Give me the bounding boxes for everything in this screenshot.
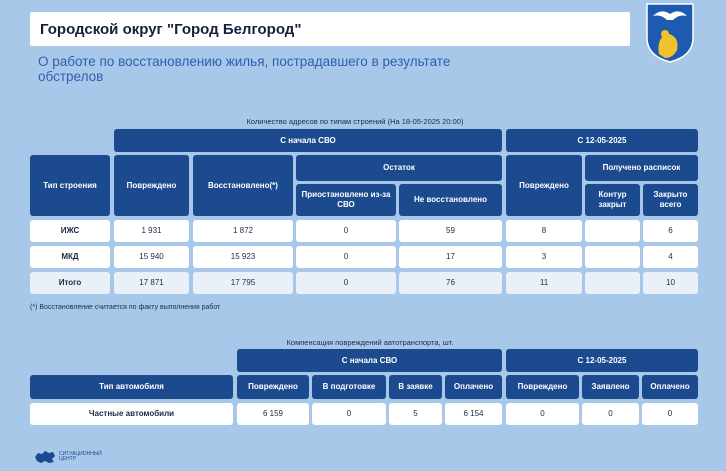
table-cell: 17 bbox=[399, 246, 502, 268]
subgroup-remaining: Остаток bbox=[296, 155, 502, 181]
vehicle-group-since-date: С 12-05-2025 bbox=[506, 349, 698, 372]
col-vehicle-paid-since-date: Оплачено bbox=[642, 375, 698, 399]
region-map-icon bbox=[34, 450, 56, 464]
table-cell: 1 872 bbox=[193, 220, 293, 242]
table-cell: 0 bbox=[296, 272, 396, 294]
table-cell: 11 bbox=[506, 272, 582, 294]
col-damaged: Повреждено bbox=[114, 155, 189, 216]
group-since-date: С 12-05-2025 bbox=[506, 129, 698, 152]
col-closed-total: Закрыто всего bbox=[643, 184, 698, 216]
situation-center-logo bbox=[34, 450, 102, 464]
table-cell bbox=[585, 272, 640, 294]
col-vehicle-type: Тип автомобиля bbox=[30, 375, 233, 399]
table-cell bbox=[585, 220, 640, 242]
table-cell: 1 931 bbox=[114, 220, 189, 242]
col-vehicle-paid: Оплачено bbox=[445, 375, 502, 399]
col-vehicle-preparing: В подготовке bbox=[312, 375, 386, 399]
page-subtitle: О работе по восстановлению жилья, пострадавшего в результате обстрелов bbox=[38, 54, 451, 84]
table-cell: 4 bbox=[643, 246, 698, 268]
table-cell: 0 bbox=[642, 403, 698, 425]
table-cell: 15 940 bbox=[114, 246, 189, 268]
col-not-restored: Не восстановлено bbox=[399, 184, 502, 216]
table-row-type: ИЖС bbox=[30, 220, 110, 242]
table-row-type: Итого bbox=[30, 272, 110, 294]
housing-table-caption: Количество адресов по типам строений (На 18-05-2025 20:00) bbox=[246, 117, 464, 126]
logo-line-1: СИТУАЦИОННЫЙ bbox=[59, 450, 102, 457]
table-cell: 3 bbox=[506, 246, 582, 268]
page-title: Городской округ "Город Белгород" bbox=[40, 20, 302, 38]
table-cell bbox=[585, 246, 640, 268]
table-cell: 0 bbox=[582, 403, 639, 425]
belgorod-coat-of-arms-icon bbox=[643, 2, 697, 64]
group-since-svo: С начала СВО bbox=[114, 129, 502, 152]
table-cell: 76 bbox=[399, 272, 502, 294]
col-building-type: Тип строения bbox=[30, 155, 110, 216]
table-cell: 8 bbox=[506, 220, 582, 242]
col-vehicle-applied: В заявке bbox=[389, 375, 442, 399]
table-cell: 0 bbox=[312, 403, 386, 425]
table-cell: 59 bbox=[399, 220, 502, 242]
col-vehicle-damaged-since-date: Повреждено bbox=[506, 375, 579, 399]
col-restored: Восстановлено(*) bbox=[193, 155, 293, 216]
subgroup-receipts: Получено расписок bbox=[585, 155, 698, 181]
col-contour-closed: Контур закрыт bbox=[585, 184, 640, 216]
table-cell: 15 923 bbox=[193, 246, 293, 268]
table-cell: 10 bbox=[643, 272, 698, 294]
table-cell: 0 bbox=[506, 403, 579, 425]
page-title-bar bbox=[30, 12, 630, 46]
table-cell: 6 bbox=[643, 220, 698, 242]
table-cell: 0 bbox=[296, 246, 396, 268]
logo-line-2: ЦЕНТР bbox=[59, 456, 77, 462]
table-cell: 5 bbox=[389, 403, 442, 425]
vehicle-group-since-svo: С начала СВО bbox=[237, 349, 502, 372]
table-cell: 17 871 bbox=[114, 272, 189, 294]
table-cell: 6 154 bbox=[445, 403, 502, 425]
col-damaged-since-date: Повреждено bbox=[506, 155, 582, 216]
col-vehicle-damaged: Повреждено bbox=[237, 375, 309, 399]
table-row-type: Частные автомобили bbox=[30, 403, 233, 425]
col-suspended: Приостановлено из-за СВО bbox=[296, 184, 396, 216]
table-row-type: МКД bbox=[30, 246, 110, 268]
restoration-footnote: (*) Восстановление считается по факту выполнения работ bbox=[30, 304, 221, 311]
table-cell: 6 159 bbox=[237, 403, 309, 425]
col-vehicle-declared: Заявлено bbox=[582, 375, 639, 399]
table-cell: 0 bbox=[296, 220, 396, 242]
vehicle-table-caption: Компенсация повреждений автотранспорта, шт. bbox=[286, 338, 454, 347]
table-cell: 17 795 bbox=[193, 272, 293, 294]
